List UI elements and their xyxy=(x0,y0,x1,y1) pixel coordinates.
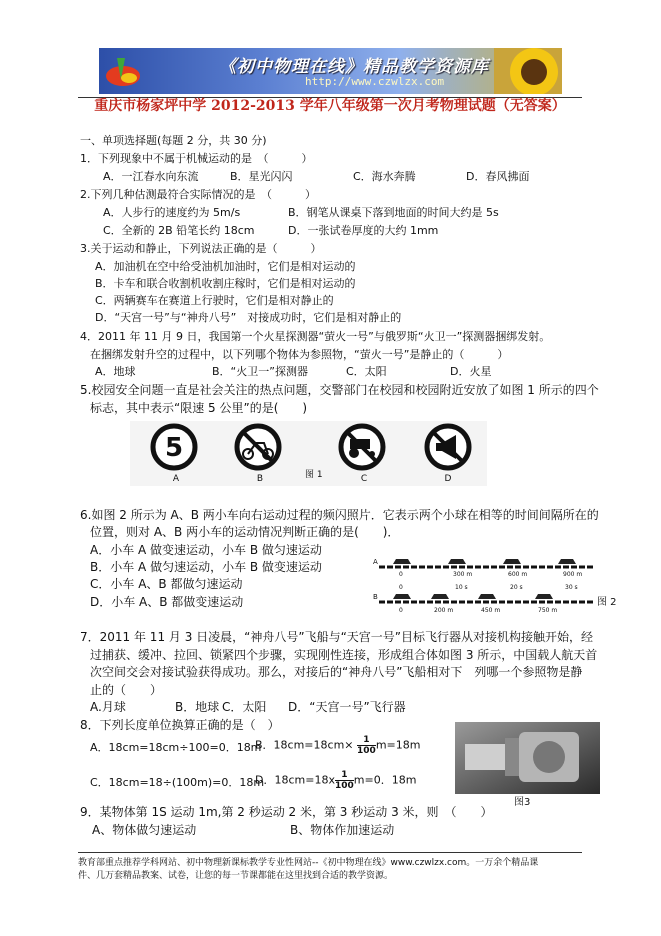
q8-option-b-prefix: B．18cm=18cm× xyxy=(255,738,354,752)
figure-2-car-strobe xyxy=(371,548,633,622)
fig2-time: 20 s xyxy=(510,584,523,591)
q4-option-a: A．地球 xyxy=(95,365,136,378)
q3-option-d: D．“天宫一号”与“神舟八号” 对接成功时，它们是相对静止的 xyxy=(95,311,402,324)
footer-rule xyxy=(78,852,582,853)
q3-option-c: C．两辆赛车在赛道上行驶时，它们是相对静止的 xyxy=(95,294,334,307)
no-tractor-sign-icon xyxy=(341,426,383,468)
q3-option-a: A．加油机在空中给受油机加油时，它们是相对运动的 xyxy=(95,260,356,273)
figure-3-caption: 图3 xyxy=(514,797,531,808)
fig2-time: 0 xyxy=(399,584,403,591)
fig2-label-b: B xyxy=(373,593,378,601)
q7-option-c: C．太阳 xyxy=(222,700,267,714)
q6-option-c: C．小车 A、B 都做匀速运动 xyxy=(90,577,243,591)
q4-option-d: D．火星 xyxy=(450,365,492,378)
q4-option-b: B．“火卫一”探测器 xyxy=(212,365,308,378)
q6-option-d: D．小车 A、B 都做变速运动 xyxy=(90,595,244,609)
footer-line-2: 件、几万套精品教案、试卷，让您的每一节课都能在这里找到合适的教学资源。 xyxy=(78,871,394,881)
sign-label-c: C xyxy=(360,474,368,484)
fig2-top-mark: 0 xyxy=(399,571,403,578)
figure-2-caption: 图 2 xyxy=(597,597,617,608)
fraction xyxy=(335,770,354,791)
fig2-top-mark: 900 m xyxy=(563,571,583,578)
fraction-denominator: 100 xyxy=(357,746,376,756)
fig2-label-a: A xyxy=(373,558,378,566)
header-banner xyxy=(99,48,562,94)
q9-option-a: A、物体做匀速运动 xyxy=(92,823,197,837)
q6-option-b: B．小车 A 做匀速运动，小车 B 做变速运动 xyxy=(90,560,322,574)
q7-option-b: B．地球 xyxy=(175,700,220,714)
figure-3-spacecraft-photo xyxy=(455,722,600,794)
fig2-top-mark: 300 m xyxy=(453,571,473,578)
q1-option-d: D．春风拂面 xyxy=(466,170,530,183)
q8-option-a: A．18cm=18cm÷100=0．18m xyxy=(90,741,262,754)
q4-line-1: 4．2011 年 11 月 9 日，我国第一个火星探测器“萤火一号”与俄罗斯“火卫一”探测器捆绑发射。 xyxy=(80,330,551,343)
q2-option-c: C．全新的 2B 铅笔长约 18cm xyxy=(103,224,255,237)
q2-option-d: D．一张试卷厚度的大约 1mm xyxy=(288,224,439,237)
fig2-bottom-mark: 750 m xyxy=(538,607,558,614)
q6-option-a: A．小车 A 做变速运动，小车 B 做匀速运动 xyxy=(90,543,322,557)
sign-label-b: B xyxy=(256,474,264,484)
q8-option-b-suffix: m=18m xyxy=(375,738,421,752)
q7-line-3: 次空间交会对接试验获得成功。那么，对接后的“神舟八号”飞船相对下 列哪一个参照物是静 xyxy=(90,665,583,679)
no-motorcycle-sign-icon xyxy=(237,426,279,468)
q6-line-1: 6.如图 2 所示为 A、B 两小车向右运动过程的频闪照片．它表示两个小球在相等的时间间隔所在的 xyxy=(80,508,599,522)
fig2-time: 10 s xyxy=(455,584,468,591)
q7-option-a: A.月球 xyxy=(90,700,126,714)
fig2-bottom-mark: 0 xyxy=(399,607,403,614)
q1-option-c: C．海水奔腾 xyxy=(353,170,416,183)
q7-option-d: D．“天宫一号”飞行器 xyxy=(288,700,406,714)
sign-label-a: A xyxy=(172,474,180,484)
banner-url: http://www.czwlzx.com xyxy=(305,75,445,88)
q6-line-2: 位置，则对 A、B 两小车的运动情况判断正确的是( )． xyxy=(90,525,400,539)
fig2-time: 30 s xyxy=(565,584,578,591)
fraction-numerator: 1 xyxy=(357,735,376,746)
fraction-numerator: 1 xyxy=(335,770,354,781)
banner-title: 《初中物理在线》精品教学资源库 xyxy=(219,57,489,77)
q1-option-a: A．一江春水向东流 xyxy=(103,170,199,183)
sunflower-icon xyxy=(494,48,562,94)
q2-stem: 2.下列几种估测最符合实际情况的是 （ ） xyxy=(80,188,316,201)
q1-option-b: B．星光闪闪 xyxy=(230,170,293,183)
fig2-bottom-mark: 200 m xyxy=(434,607,454,614)
q8-stem: 8．下列长度单位换算正确的是（ ） xyxy=(80,718,280,732)
q2-option-b: B．钢笔从课桌下落到地面的时间大约是 5s xyxy=(288,206,499,219)
footer xyxy=(78,857,582,883)
footer-line-1: 教育部重点推荐学科网站、初中物理新课标教学专业性网站--《初中物理在线》www.czwlzx.com。一万余个精品课 xyxy=(78,858,539,868)
section-heading: 一、单项选择题(每题 2 分，共 30 分) xyxy=(80,134,267,147)
q7-line-2: 过捕获、缓冲、拉回、锁紧四个步骤，实现刚性连接，形成组合体如图 3 所示，中国载人航天首 xyxy=(90,648,598,662)
document-title: 重庆市杨家坪中学 2012-2013 学年八年级第一次月考物理试题（无答案） xyxy=(94,98,566,114)
q9-option-b: B、物体作加速运动 xyxy=(290,823,395,837)
fig2-top-mark: 600 m xyxy=(508,571,528,578)
q4-line-2: 在捆绑发射升空的过程中，以下列哪个物体为参照物，“萤火一号”是静止的（ ） xyxy=(90,348,509,361)
sign-a-number: 5 xyxy=(164,433,184,463)
sign-label-d: D xyxy=(444,474,452,484)
figure-1-traffic-signs xyxy=(130,421,487,486)
speed-limit-sign-icon xyxy=(153,426,195,468)
q4-option-c: C．太阳 xyxy=(346,365,387,378)
fig2-bottom-mark: 450 m xyxy=(481,607,501,614)
site-logo-icon xyxy=(103,54,143,90)
q7-line-1: 7．2011 年 11 月 3 日凌晨，“神舟八号”飞船与“天宫一号”目标飞行器从对接机构接触开始，经 xyxy=(80,630,594,644)
q2-option-a: A．人步行的速度约为 5m/s xyxy=(103,206,241,219)
fraction xyxy=(357,735,376,756)
q8-option-d-suffix: m=0．18m xyxy=(353,773,417,787)
q1-stem: 1．下列现象中不属于机械运动的是 （ ） xyxy=(80,152,313,165)
q8-option-c: C．18cm=18÷(100m)=0．18m xyxy=(90,776,265,789)
q3-stem: 3.关于运动和静止，下列说法正确的是（ ） xyxy=(80,242,322,255)
figure-1-caption: 图 1 xyxy=(305,470,323,480)
q7-line-4: 止的（ ） xyxy=(90,683,163,697)
q8-option-b xyxy=(255,735,420,756)
q9-stem: 9．某物体第 1S 运动 1m,第 2 秒运动 2 米，第 3 秒运动 3 米，则 （ ） xyxy=(80,805,493,819)
q3-option-b: B．卡车和联合收割机收割庄稼时，它们是相对运动的 xyxy=(95,277,356,290)
no-horn-sign-icon xyxy=(427,426,469,468)
fraction-denominator: 100 xyxy=(334,781,354,791)
car-icon xyxy=(393,594,553,599)
car-icon xyxy=(393,559,576,564)
q5-line-2: 标志，其中表示“限速 5 公里”的是( ) xyxy=(90,401,308,415)
q8-option-d-prefix: D．18cm=18x xyxy=(255,773,335,787)
q8-option-d xyxy=(255,770,416,791)
q5-line-1: 5.校园安全问题一直是社会关注的热点问题，交警部门在校园和校园附近安放了如图 1 所示的四个 xyxy=(80,383,599,397)
